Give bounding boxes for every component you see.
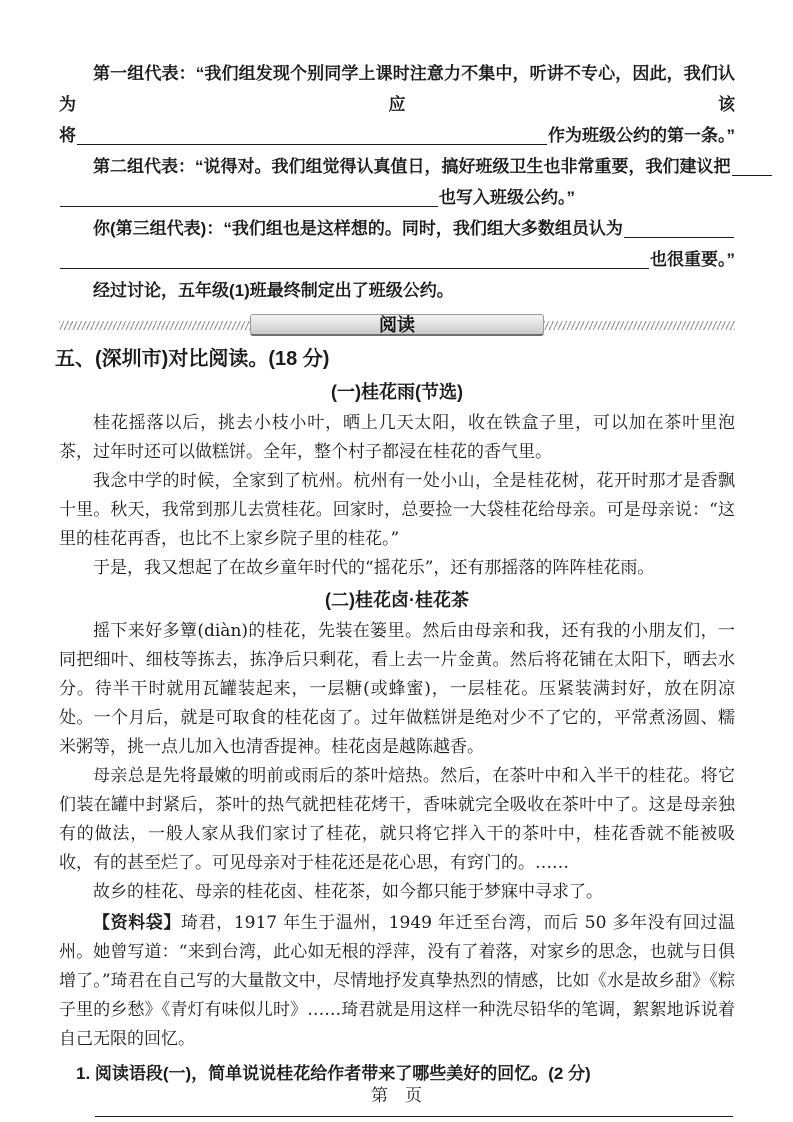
fill-in-blank	[624, 237, 734, 238]
dialogue-exercise	[59, 58, 735, 306]
dialogue-line-6	[59, 244, 735, 275]
page-content	[55, 58, 736, 1117]
dialogue-line-4	[59, 182, 735, 213]
passage1-paragraph: 于是，我又想起了在故乡童年时代的“摇花乐”，还有那摇落的阵阵桂花雨。	[93, 558, 655, 578]
dialogue-line-7: 经过讨论，五年级(1)班最终制定出了班级公约。	[93, 281, 454, 300]
hatch-divider-right	[544, 321, 735, 330]
dialogue-line-1: 第一组代表：“我们组发现个别同学上课时注意力不集中，听讲不专心，因此，我们认为应该	[59, 64, 735, 114]
dialogue-text: 第二组代表：“说得对。我们组觉得认真值日，搞好班级卫生也非常重要，我们建议把	[93, 157, 731, 176]
dialogue-text: 也写入班级公约。”	[439, 188, 575, 207]
info-bag	[59, 908, 735, 1054]
fill-in-blank	[77, 144, 547, 145]
section-banner-label: 阅读	[250, 314, 544, 336]
dialogue-line-2	[59, 120, 735, 151]
dialogue-text: 也很重要。”	[650, 250, 735, 269]
dialogue-text: 将	[59, 126, 76, 145]
passage2-paragraph: 母亲总是先将最嫩的明前或雨后的茶叶焙热。然后，在茶叶中和入半干的桂花。将它们装在罐中封紧后，茶叶的热气就把桂花烤干，香味就完全吸收在茶叶中了。这是母亲独有的做法，一般人家从我们家讨了桂花，就只将它拌入干的茶叶中，桂花香就不能被吸收，有的甚至烂了。可见母亲对于桂花还是花心思，有窍门的。……	[59, 766, 735, 873]
passage1-paragraph: 我念中学的时候，全家到了杭州。杭州有一处小山，全是桂花树，花开时那才是香飘十里。秋天，我常到那儿去赏桂花。回家时，总要捡一大袋桂花给母亲。可是母亲说：“这里的桂花再香，也比不上家乡院子里的桂花。”	[59, 471, 735, 549]
page-number-footer: 第 页	[371, 1086, 422, 1105]
passage2-paragraph: 故乡的桂花、母亲的桂花卤、桂花茶，如今都只能于梦寐中寻求了。	[93, 882, 603, 902]
dialogue-text: 作为班级公约的第一条。”	[548, 126, 735, 145]
fill-in-blank	[732, 175, 772, 176]
passage2-paragraph: 摇下来好多簟(diàn)的桂花，先装在篓里。然后由母亲和我，还有我的小朋友们，一同把细叶、细枝等拣去，拣净后只剩花，看上去一片金黄。然后将花铺在太阳下，晒去水分。待半干时就用瓦罐装起来，一层糖(或蜂蜜)，一层桂花。压紧装满封好，放在阴凉处。一个月后，就是可取食的桂花卤了。过年做糕饼是绝对少不了它的，平常煮汤圆、糯米粥等，挑一点儿加入也清香提神。桂花卤是越陈越香。	[59, 621, 735, 757]
fill-in-blank	[60, 268, 649, 269]
answer-line	[95, 1116, 733, 1117]
passage2-title: (二)桂花卤·桂花茶	[325, 590, 469, 610]
dialogue-line-5	[59, 213, 735, 244]
info-bag-label: 【资料袋】	[93, 913, 182, 932]
question-1: 1. 阅读语段(一)，简单说说桂花给作者带来了哪些美好的回忆。(2 分)	[76, 1064, 591, 1083]
fill-in-blank	[60, 206, 438, 207]
passage1-title: (一)桂花雨(节选)	[331, 382, 463, 402]
dialogue-line-3	[59, 151, 735, 182]
hatch-divider-left	[59, 321, 250, 330]
passage1-paragraph: 桂花摇落以后，挑去小枝小叶，晒上几天太阳，收在铁盒子里，可以加在茶叶里泡茶，过年时还可以做糕饼。全年，整个村子都浸在桂花的香气里。	[59, 413, 735, 462]
info-bag-text: 琦君，1917 年生于温州，1949 年迁至台湾，而后 50 多年没有回过温州。她曾写道：“来到台湾，此心如无根的浮萍，没有了着落，对家乡的思念，也就与日俱增了。”琦君在自己写的大量散文中，尽情地抒发真挚热烈的情感，比如《水是故乡甜》《粽子里的乡愁》《青灯有味似儿时》……琦君就是用这样一种洗尽铅华的笔调，絮絮地诉说着自己无限的回忆。	[59, 913, 736, 1049]
section-title: 五、(深圳市)对比阅读。(18 分)	[55, 348, 330, 370]
section-divider	[59, 313, 735, 337]
dialogue-text: 你(第三组代表)：“我们组也是这样想的。同时，我们组大多数组员认为	[93, 219, 623, 238]
